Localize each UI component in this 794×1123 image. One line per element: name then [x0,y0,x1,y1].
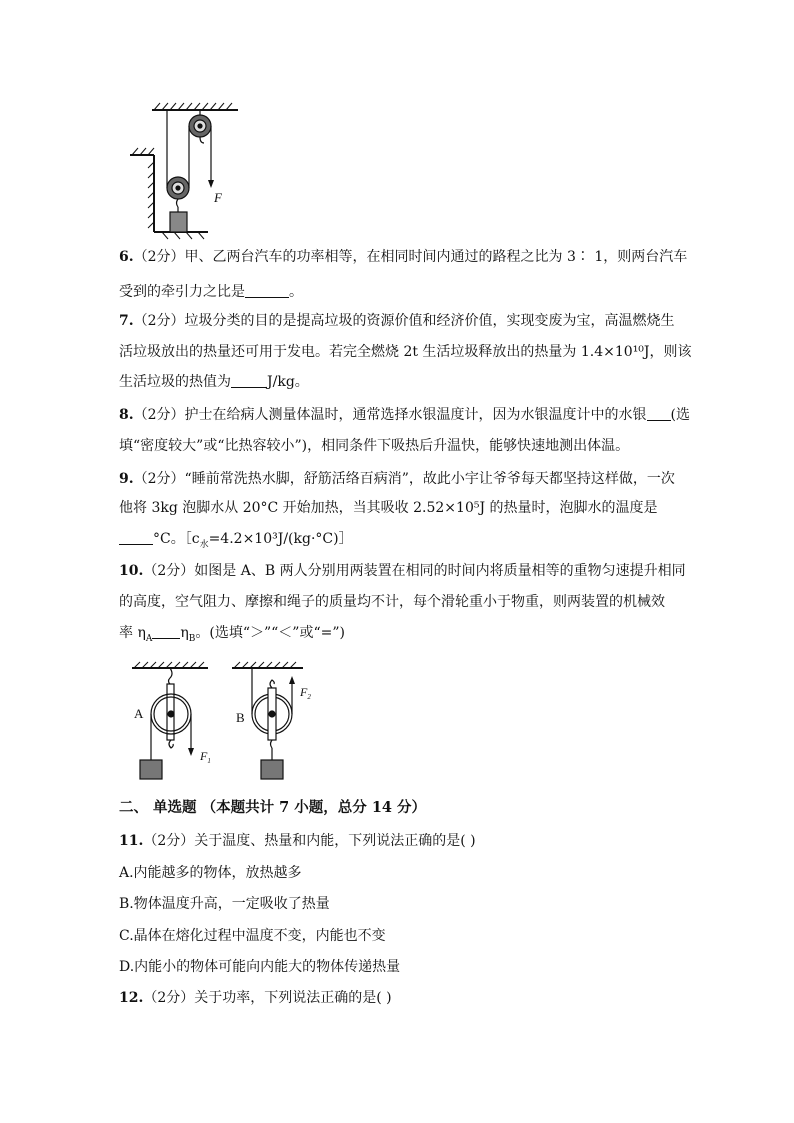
pulley-comparison-figure [128,660,328,785]
q6-line1: 6.（2分）甲、乙两台汽车的功率相等，在相同时间内通过的路程之比为 3∶ 1，则两台汽车 [119,249,688,265]
force-f2-label: $F_2$ [300,685,311,701]
q10-line3: 率 $\eta_A$ $\eta_B$。(选填“＞”“＜”或“=”) [119,625,345,644]
q7-line1: 7.（2分）垃圾分类的目的是提高垃圾的资源价值和经济价值，实现变废为宝，高温燃烧生 [119,313,675,329]
answer-blank[interactable] [647,406,671,421]
answer-blank[interactable] [119,530,153,545]
q11-option-c[interactable]: C.晶体在熔化过程中温度不变，内能也不变 [119,928,386,944]
q9-line3: °C。$[c_水=4.2\times 10^3J/(kg\cdot^\circ C)]$ [119,529,353,555]
q11-option-d[interactable]: D.内能小的物体可能向内能大的物体传递热量 [119,959,401,975]
q6-line2: 受到的牵引力之比是 。 [119,284,303,300]
q8-line1: 8.（2分）护士在给病人测量体温时，通常选择水银温度计，因为水银温度计中的水银 (选 [119,407,690,423]
q11-option-b[interactable]: B.物体温度升高，一定吸收了热量 [119,896,330,912]
section-heading: 二、 单选题 （本题共计 7 小题，总分 14 分） [119,799,427,816]
q10-line1: 10.（2分）如图是 A、B 两人分别用两装置在相同的时间内将质量相等的重物匀速提升相同 [119,563,686,579]
label-b: B [236,710,245,725]
q7-line3: 生活垃圾的热值为 J/kg。 [119,374,309,390]
q9-line1: 9.（2分）“睡前常洗热水脚，舒筋活络百病消”，故此小宇让爷爷每天都坚持这样做，一次 [119,471,675,487]
pulley-system-figure [128,100,243,240]
q11-option-a[interactable]: A.内能越多的物体，放热越多 [119,865,302,881]
force-label: F [214,190,222,205]
q9-line2: 他将 3kg 泡脚水从 20°C 开始加热，当其吸收 2.52×10⁵J 的热量时，泡脚水的温度是 [119,500,658,516]
answer-blank[interactable] [152,624,180,639]
q11-stem: 11.（2分）关于温度、热量和内能，下列说法正确的是( ) [119,833,476,849]
answer-blank[interactable] [231,373,267,388]
q7-line2: 活垃圾放出的热量还可用于发电。若完全燃烧 2t 生活垃圾释放出的热量为 1.4×10¹⁰J，则该 [119,344,692,360]
answer-blank[interactable] [245,283,289,298]
q12-stem: 12.（2分）关于功率，下列说法正确的是( ) [119,990,392,1006]
label-a: A [134,706,144,721]
q8-line2: 填“密度较大”或“比热容较小”)，相同条件下吸热后升温快，能够快速地测出体温。 [119,438,630,454]
force-f1-label: $F_1$ [200,749,211,765]
q10-line2: 的高度，空气阻力、摩擦和绳子的质量均不计，每个滑轮重小于物重，则两装置的机械效 [119,594,665,610]
